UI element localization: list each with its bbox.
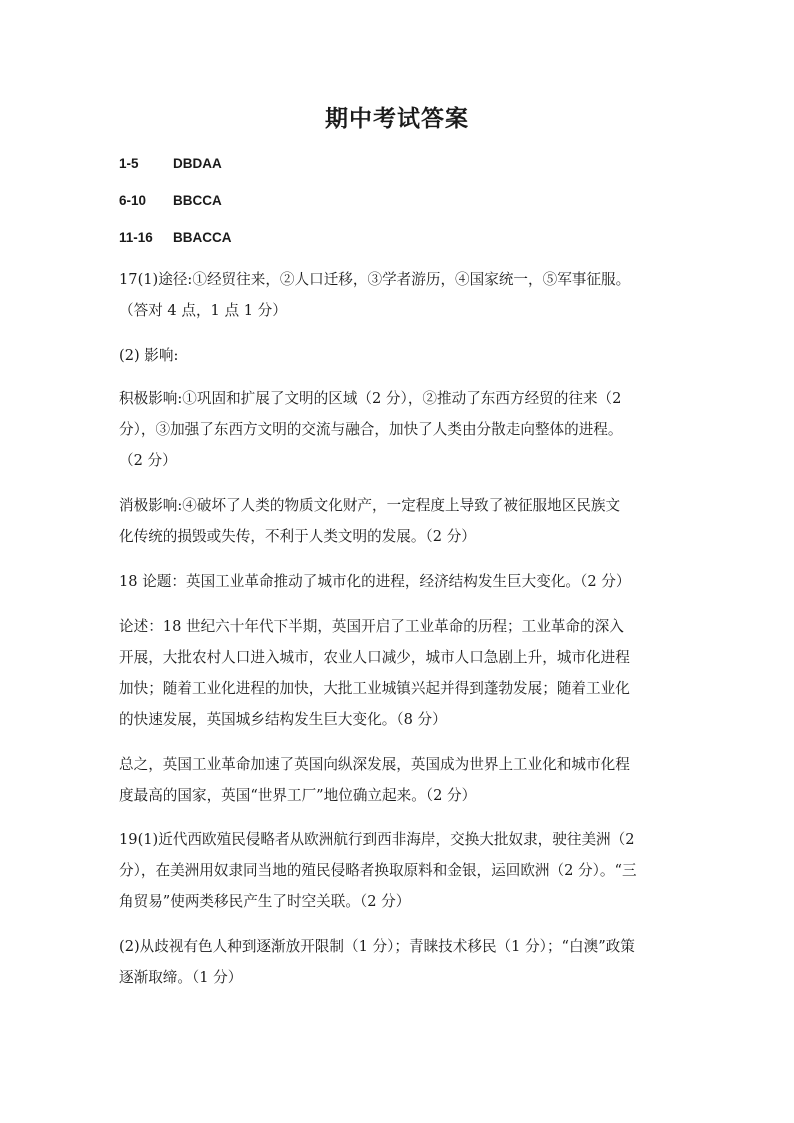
q18-thesis-line: 18 论题：英国工业革命推动了城市化的进程，经济结构发生巨大变化。（2 分） (119, 573, 631, 590)
q17-part2-heading (119, 340, 679, 371)
q18-conclusion-line: 度最高的国家，英国“世界工厂”地位确立起来。（2 分） (119, 787, 477, 804)
q18-argument (119, 611, 679, 735)
mc-answers: DBDAA (173, 156, 222, 171)
q17-negative-line: 消极影响:④破坏了人类的物质文化财产，一定程度上导致了被征服地区民族文 (119, 497, 621, 514)
mc-answers: BBCCA (173, 193, 222, 208)
q18-argument-line: 开展，大批农村人口进入城市，农业人口减少，城市人口急剧上升，城市化进程 (119, 649, 630, 666)
q19-part1 (119, 824, 679, 917)
mc-range: 1-5 (119, 156, 139, 171)
q19-part1-line: 分），在美洲用奴隶同当地的殖民侵略者换取原料和金银，运回欧洲（2 分）。“三 (119, 862, 637, 879)
q19-part2-line: (2)从歧视有色人种到逐渐放开限制（1 分）；青睐技术移民（1 分）；“白澳”政策 (119, 938, 635, 955)
mc-answers: BBACCA (173, 230, 232, 245)
q19-part1-line: 角贸易”使两类移民产生了时空关联。（2 分） (119, 893, 411, 910)
q18-conclusion-line: 总之，英国工业革命加速了英国向纵深发展，英国成为世界上工业化和城市化程 (119, 756, 630, 773)
page-title: 期中考试答案 (325, 105, 469, 132)
mc-range: 11-16 (119, 230, 153, 245)
q18-argument-line: 论述：18 世纪六十年代下半期，英国开启了工业革命的历程；工业革命的深入 (119, 618, 624, 635)
q17-negative-impact (119, 490, 679, 552)
q17-part1 (119, 264, 679, 326)
q17-positive-line: 积极影响:①巩固和扩展了文明的区域（2 分），②推动了东西方经贸的往来（2 (119, 390, 622, 407)
mc-range: 6-10 (119, 193, 147, 208)
mc-row-6-10 (119, 193, 222, 208)
q19-part2 (119, 931, 679, 993)
q17-part2-heading-text: (2) 影响: (119, 347, 179, 364)
q17-positive-line: 分），③加强了东西方文明的交流与融合，加快了人类由分散走向整体的进程。 (119, 421, 623, 438)
q17-part1-line: 17(1)途径:①经贸往来，②人口迁移，③学者游历，④国家统一，⑤军事征服。 (119, 271, 631, 288)
q19-part2-line: 逐渐取缔。（1 分） (119, 969, 243, 986)
q17-positive-impact (119, 383, 679, 476)
q19-part1-line: 19(1)近代西欧殖民侵略者从欧洲航行到西非海岸，交换大批奴隶，驶往美洲（2 (119, 831, 635, 848)
q17-negative-line: 化传统的损毁或失传，不利于人类文明的发展。（2 分） (119, 528, 476, 545)
q17-part1-line: （答对 4 点，1 点 1 分） (119, 302, 287, 319)
mc-row-1-5 (119, 156, 222, 171)
mc-row-11-16 (119, 230, 232, 245)
q18-thesis (119, 566, 679, 597)
q18-argument-line: 的快速发展，英国城乡结构发生巨大变化。（8 分） (119, 711, 447, 728)
q17-positive-line: （2 分） (119, 452, 177, 469)
q18-conclusion (119, 749, 679, 811)
q18-argument-line: 加快；随着工业化进程的加快，大批工业城镇兴起并得到蓬勃发展；随着工业化 (119, 680, 630, 697)
